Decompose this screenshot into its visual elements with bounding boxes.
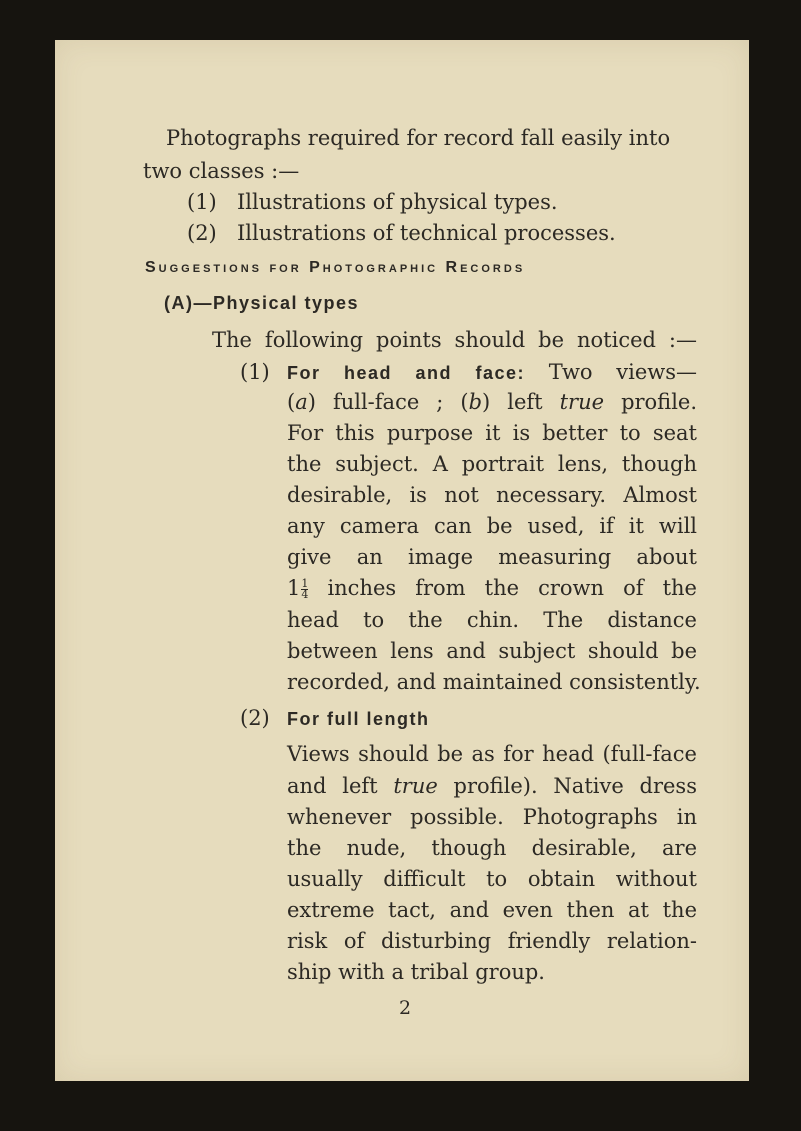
point-2-line: whenever possible. Photographs in bbox=[287, 805, 697, 829]
intro-line-2: two classes :— bbox=[143, 159, 300, 183]
point-2-line: risk of disturbing friendly relation- bbox=[287, 929, 697, 953]
point-2-true: true bbox=[393, 774, 438, 798]
point-1-line: head to the chin. The distance bbox=[287, 608, 697, 632]
point-2-line: usually difficult to obtain without bbox=[287, 867, 697, 891]
point-1-views: Two views— bbox=[548, 360, 697, 384]
class-item-2-text: Illustrations of technical processes. bbox=[237, 221, 616, 245]
point-1-left: left bbox=[507, 390, 543, 414]
point-1-line: the subject. A portrait lens, though bbox=[287, 452, 697, 476]
point-1-line: any camera can be used, if it will bbox=[287, 514, 697, 538]
point-1-views-line: (a) full-face ; (b) left true profile. bbox=[287, 390, 698, 414]
class-item-1-number: (1) bbox=[187, 190, 217, 214]
point-1-label-b: b bbox=[468, 390, 483, 414]
point-2-number: (2) bbox=[240, 706, 270, 730]
point-2-line: ship with a tribal group. bbox=[287, 960, 545, 984]
point-2-line: Views should be as for head (full-face bbox=[287, 742, 697, 766]
intro-line-1: Photographs required for record fall easily into bbox=[166, 126, 671, 150]
measure-whole: 1 bbox=[287, 576, 301, 600]
point-1-line: between lens and subject should be bbox=[287, 639, 697, 663]
class-item-2-number: (2) bbox=[187, 221, 217, 245]
point-1-measure-line bbox=[287, 578, 697, 600]
point-1-profile: profile. bbox=[621, 390, 698, 414]
point-1-label-a: a bbox=[295, 390, 308, 414]
point-2-line: the nude, though desirable, are bbox=[287, 836, 697, 860]
point-1-heading-line bbox=[287, 362, 697, 383]
point-1-line: give an image measuring about bbox=[287, 545, 697, 569]
lead-in-line: The following points should be noticed :— bbox=[212, 328, 697, 352]
subsection-heading: (A)—Physical types bbox=[164, 293, 360, 313]
point-1-line: desirable, is not necessary. Almost bbox=[287, 483, 697, 507]
section-heading: Suggestions for Photographic Records bbox=[145, 259, 526, 276]
document-page bbox=[55, 40, 749, 1081]
measure-text: inches from the crown of the bbox=[327, 576, 697, 600]
point-2-title: For full length bbox=[287, 709, 430, 729]
point-1-line: recorded, and maintained consistently. bbox=[287, 670, 701, 694]
point-2-line: extreme tact, and even then at the bbox=[287, 898, 697, 922]
class-item-1-text: Illustrations of physical types. bbox=[237, 190, 558, 214]
point-1-full-face: full-face ; bbox=[332, 390, 444, 414]
point-1-line: For this purpose it is better to seat bbox=[287, 421, 697, 445]
measure-fraction: $\frac{1}{4}$ bbox=[301, 577, 309, 601]
point-1-title: For head and face: bbox=[287, 363, 526, 383]
point-1-true: true bbox=[559, 390, 605, 414]
page-number: 2 bbox=[399, 997, 412, 1019]
point-2-line: and left true profile). Native dress bbox=[287, 774, 697, 798]
point-1-number: (1) bbox=[240, 360, 270, 384]
